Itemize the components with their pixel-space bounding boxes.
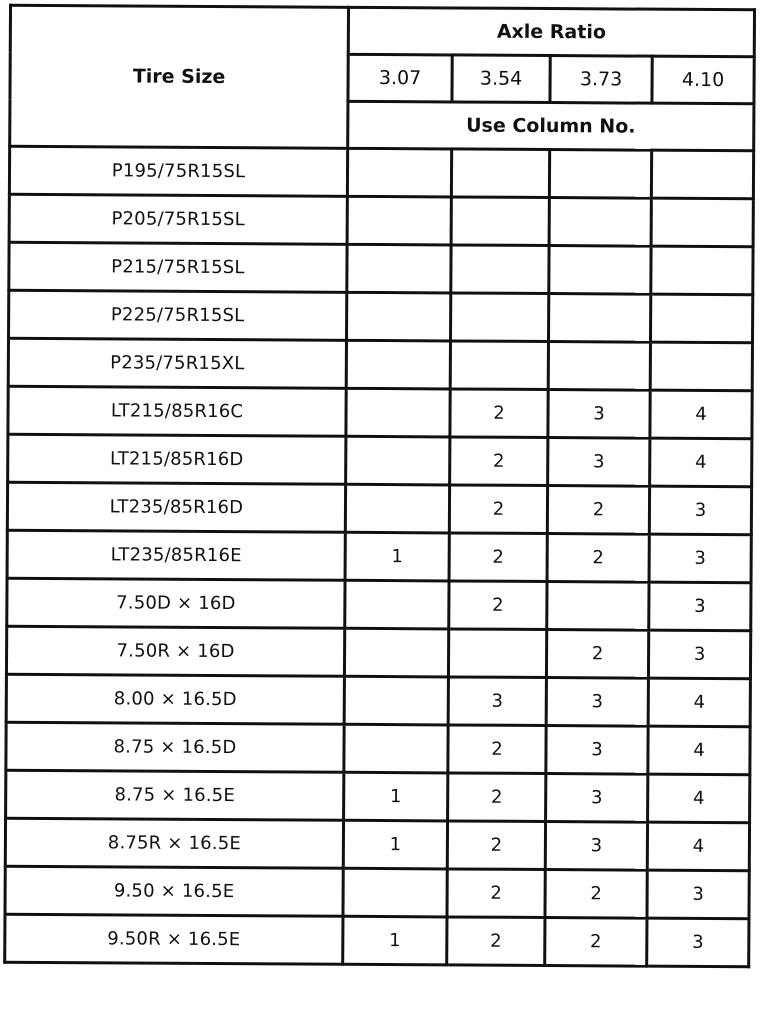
column-number-cell [345,484,449,533]
table-row [5,818,749,871]
tire-size-cell: P235/75R15XL [8,338,346,388]
column-number-cell: 2 [546,630,648,679]
column-number-cell: 2 [447,821,545,870]
column-number-cell [346,292,450,341]
use-column-header: Use Column No. [348,101,754,150]
table-row [9,146,753,199]
column-number-cell [549,198,651,247]
column-number-cell [450,341,548,390]
table-row [7,578,751,631]
ratio-header-4: 4.10 [652,56,754,104]
column-number-cell: 2 [449,533,547,582]
table-row [6,722,750,775]
column-number-cell [651,198,753,247]
tire-size-cell: 9.50 × 16.5E [5,866,343,916]
table-row [6,674,750,727]
column-number-cell: 2 [547,486,649,535]
column-number-cell [651,246,753,295]
column-number-cell: 3 [647,918,749,967]
column-number-cell: 3 [448,677,546,726]
tire-size-cell: LT235/85R16E [7,530,345,580]
column-number-cell [547,582,649,631]
table-body [5,146,754,967]
tire-size-cell: 7.50R × 16D [6,626,344,676]
column-number-cell [651,150,753,199]
tire-size-cell: 8.75 × 16.5E [6,770,344,820]
tire-size-cell: P215/75R15SL [9,242,347,292]
column-number-cell [650,342,752,391]
column-number-cell: 4 [647,822,749,871]
column-number-cell: 3 [546,678,648,727]
column-number-cell [346,388,450,437]
column-number-cell: 3 [648,630,750,679]
table-row [9,242,753,295]
column-number-cell [450,293,548,342]
column-number-cell [451,197,549,246]
table-row [8,338,752,391]
table-row [7,482,751,535]
column-number-cell: 1 [345,532,449,581]
column-number-cell: 3 [647,870,749,919]
column-number-cell: 2 [449,581,547,630]
column-number-cell: 4 [650,390,752,439]
column-number-cell [650,294,752,343]
table-row [5,866,749,919]
column-number-cell: 1 [343,916,447,965]
ratio-header-3: 3.73 [550,56,652,104]
tire-size-cell: LT215/85R16D [8,434,346,484]
axle-ratio-header: Axle Ratio [348,7,754,56]
tire-size-cell: P205/75R15SL [9,194,347,244]
column-number-cell: 3 [546,726,648,775]
tire-size-cell: LT215/85R16C [8,386,346,436]
table-row [7,530,751,583]
column-number-cell [344,724,448,773]
column-number-cell [548,294,650,343]
column-number-cell: 2 [545,918,647,967]
column-number-cell: 4 [648,726,750,775]
column-number-cell: 1 [344,772,448,821]
column-number-cell: 3 [649,534,751,583]
ratio-header-1: 3.07 [348,54,452,102]
column-number-cell [347,196,451,245]
ratio-header-2: 3.54 [452,55,550,103]
tire-size-cell: P225/75R15SL [9,290,347,340]
column-number-cell [344,628,448,677]
column-number-cell [347,148,451,197]
tire-size-cell: 8.00 × 16.5D [6,674,344,724]
column-number-cell: 2 [545,870,647,919]
column-number-cell: 4 [648,774,750,823]
column-number-cell: 3 [548,390,650,439]
column-number-cell: 3 [649,582,751,631]
axle-ratio-table [3,4,756,969]
column-number-cell [549,150,651,199]
column-number-cell: 4 [650,438,752,487]
tire-size-cell: 9.50R × 16.5E [5,914,343,964]
table-row [9,290,753,343]
tire-size-cell: 8.75 × 16.5D [6,722,344,772]
column-number-cell [344,676,448,725]
column-number-cell: 2 [448,725,546,774]
column-number-cell: 2 [447,917,545,966]
tire-size-cell: P195/75R15SL [9,146,347,196]
table-row [6,770,750,823]
column-number-cell: 2 [447,869,545,918]
column-number-cell [347,244,451,293]
column-number-cell: 3 [548,438,650,487]
column-number-cell: 3 [649,486,751,535]
table-row [8,434,752,487]
column-number-cell: 1 [343,820,447,869]
column-number-cell [548,342,650,391]
column-number-cell: 2 [450,437,548,486]
tire-size-header: Tire Size [10,5,349,148]
column-number-cell [451,149,549,198]
column-number-cell [346,340,450,389]
tire-size-cell: LT235/85R16D [7,482,345,532]
tire-size-cell: 8.75R × 16.5E [5,818,343,868]
column-number-cell [343,868,447,917]
column-number-cell [549,246,651,295]
column-number-cell: 2 [449,485,547,534]
table-row [9,194,753,247]
column-number-cell [345,580,449,629]
table-row [8,386,752,439]
table-row [6,626,750,679]
column-number-cell: 2 [448,773,546,822]
column-number-cell: 3 [545,822,647,871]
axle-ratio-table-sheet [3,4,753,1005]
column-number-cell: 2 [547,534,649,583]
column-number-cell: 2 [450,389,548,438]
tire-size-cell: 7.50D × 16D [7,578,345,628]
table-row [5,914,749,967]
column-number-cell: 4 [648,678,750,727]
column-number-cell [448,629,546,678]
column-number-cell: 3 [546,774,648,823]
column-number-cell [451,245,549,294]
column-number-cell [346,436,450,485]
